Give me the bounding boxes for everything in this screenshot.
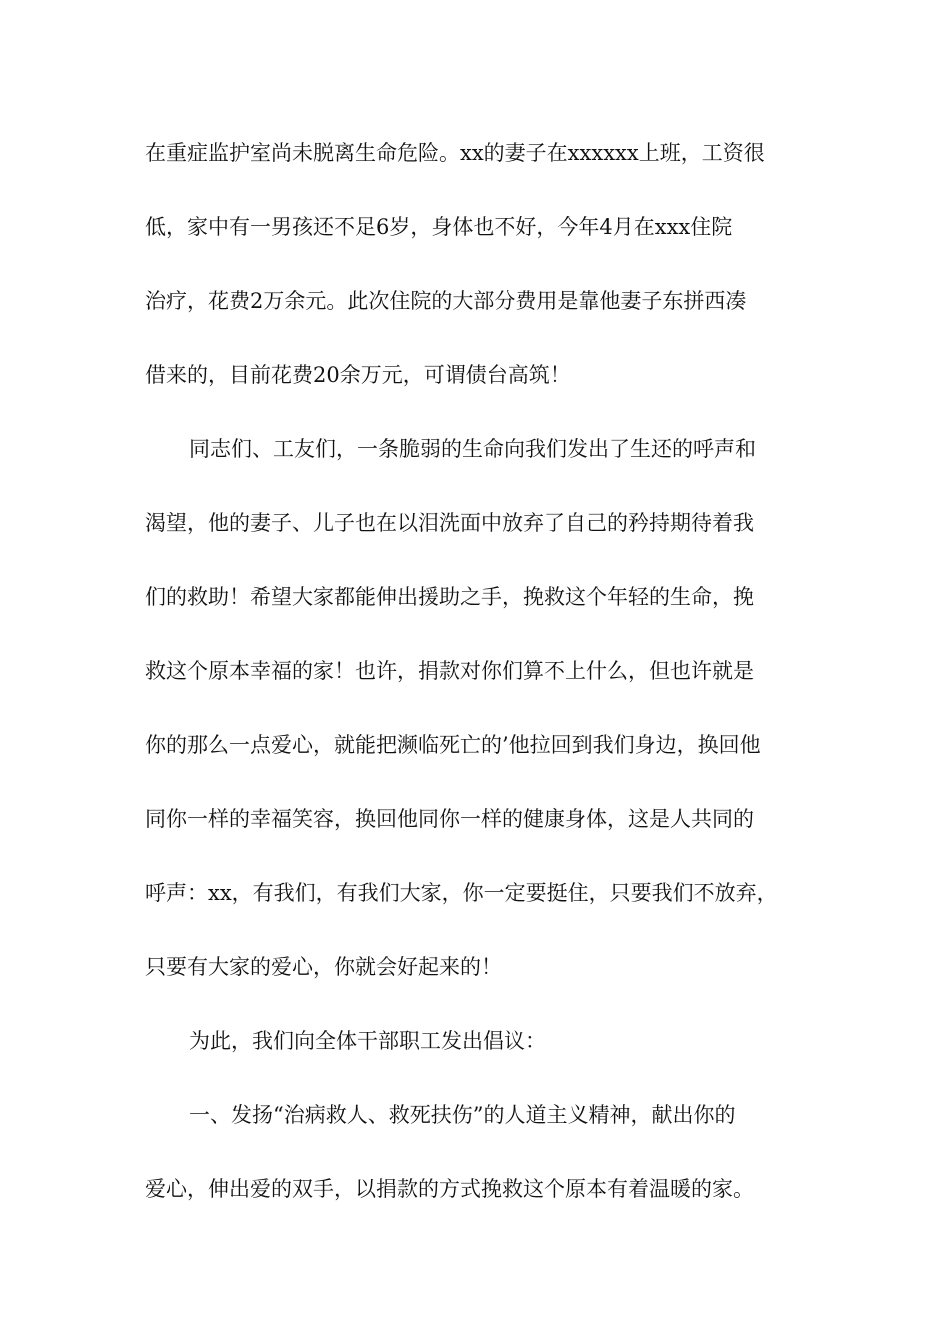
- text-line: 渴望，他的妻子、儿子也在以泪洗面中放弃了自己的矜持期待着我: [145, 511, 754, 535]
- text-line: 一、发扬“治病救人、救死扶伤”的人道主义精神，献出你的: [189, 1103, 736, 1127]
- text-line: 你的那么一点爱心，就能把濒临死亡的’他拉回到我们身边，换回他: [145, 733, 761, 757]
- text-line: 低，家中有一男孩还不足6岁，身体也不好，今年4月在xxx住院: [145, 215, 733, 239]
- text-line: 只要有大家的爱心，你就会好起来的！: [145, 955, 502, 979]
- text-line: 爱心，伸出爱的双手，以捐款的方式挽救这个原本有着温暖的家。: [145, 1177, 754, 1201]
- text-line: 同志们、工友们，一条脆弱的生命向我们发出了生还的呼声和: [189, 437, 756, 461]
- text-line: 治疗，花费2万余元。此次住院的大部分费用是靠他妻子东拼西凑: [145, 289, 747, 313]
- text-line: 为此，我们向全体干部职工发出倡议：: [189, 1029, 546, 1053]
- text-line: 借来的，目前花费20余万元，可谓债台高筑！: [145, 363, 571, 387]
- text-line: 们的救助！希望大家都能伸出援助之手，挽救这个年轻的生命，挽: [145, 585, 754, 609]
- text-line: 同你一样的幸福笑容，换回他同你一样的健康身体，这是人共同的: [145, 807, 754, 831]
- text-line: 在重症监护室尚未脱离生命危险。xx的妻子在xxxxxx上班，工资很: [145, 141, 765, 165]
- text-line: 救这个原本幸福的家！也许，捐款对你们算不上什么，但也许就是: [145, 659, 754, 683]
- body-text: [145, 130, 810, 1240]
- text-line: 呼声：xx，有我们，有我们大家，你一定要挺住，只要我们不放弃，: [145, 881, 778, 905]
